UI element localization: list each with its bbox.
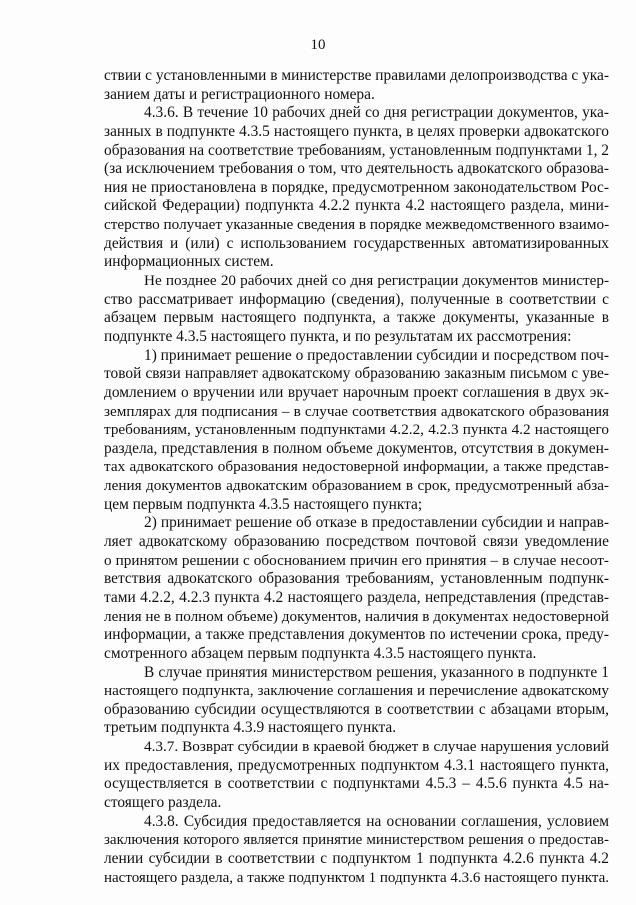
text-line: образованию субсидии осуществляются в соответствии с абзацами вторым, [104,700,609,718]
text-line: товой связи направляет адвокатскому образованию заказным письмом с уве- [104,365,609,383]
text-line: осуществляется в соответствии с подпунктами 4.5.3 – 4.5.6 пункта 4.5 на- [104,775,609,793]
text-line: подпункте 4.3.5 настоящего пункта, и по результатам их рассмотрения: [104,327,572,345]
text-line: (за исключением требования о том, что деятельность адвокатского образова- [104,160,609,178]
text-line: информационных систем. [104,253,274,271]
text-line: ветствия адвокатского образования требованиям, установленным подпунк- [104,570,609,588]
text-line: стерство получает указанные сведения в порядке межведомственного взаимо- [104,216,610,234]
document-body [104,67,609,887]
text-line: о принятом решении с обоснованием причин его принятия – в случае несоот- [104,551,609,569]
text-line: стоящего раздела. [104,793,222,811]
text-line: действия и (или) с использованием государственных автоматизированных [104,234,609,252]
text-line: тами 4.2.2, 4.2.3 пункта 4.2 настоящего раздела, непредставления (представ- [104,588,609,606]
page-number: 10 [310,37,326,53]
text-line: раздела, представления в полном объеме документов, отсутствия в докумен- [104,439,609,457]
text-line: сийской Федерации) подпункта 4.2.2 пункта 4.2 настоящего раздела, мини- [104,197,609,215]
text-line: 4.3.8. Субсидия предоставляется на основании соглашения, условием [144,812,609,830]
text-line: Не позднее 20 рабочих дней со дня регистрации документов министер- [144,272,609,290]
text-line: смотренного абзацем первым подпункта 4.3.5 настоящего пункта. [104,644,537,662]
text-line: настоящего раздела, а также подпунктом 1 подпункта 4.3.6 настоящего пункта. [104,869,610,886]
text-line: тах адвокатского образования недостоверной информации, а также представ- [104,458,609,476]
text-line: 2) принимает решение об отказе в предоставлении субсидии и направ- [144,514,609,532]
text-line: ляет адвокатскому образованию посредством почтовой связи уведомление [104,533,609,551]
text-line: 4.3.7. Возврат субсидии в краевой бюджет в случае нарушения условий [144,738,609,756]
text-line: занных в подпункте 4.3.5 настоящего пункта, в целях проверки адвокатского [104,122,609,140]
text-line: цем первым подпункта 4.3.5 настоящего пункта; [104,495,423,513]
text-line: третьим подпункта 4.3.9 настоящего пункта. [104,719,397,737]
text-line: информации, а также представления документов по истечении срока, преду- [104,626,609,644]
text-line: ления не в полном объеме) документов, наличия в документах недостоверной [104,607,609,625]
text-line: земплярах для подписания – в случае соответствия адвокатского образования [104,402,609,420]
text-line: В случае принятия министерством решения, указанного в подпункте 1 [144,663,609,681]
text-line: ления документов адвокатским образованием в срок, предусмотренный абза- [104,477,609,495]
text-line: 4.3.6. В течение 10 рабочих дней со дня регистрации документов, ука- [144,104,609,122]
text-line: образования на соответствие требованиям, установленным подпунктами 1, 2 [104,141,609,159]
text-line: домлением о вручении или вручает нарочным проект соглашения в двух эк- [104,383,609,401]
text-line: 1) принимает решение о предоставлении субсидии и посредством поч- [144,346,609,364]
text-line: ния не приостановлена в порядке, предусмотренном законодательством Рос- [104,178,609,196]
text-line: занием даты и регистрационного номера. [104,85,375,103]
text-line: абзацем первым настоящего подпункта, а также документы, указанные в [104,309,609,327]
text-line: ство рассматривает информацию (сведения), полученные в соответствии с [104,290,609,308]
text-line: заключения которого является принятие министерством решения о предостав- [104,832,609,849]
text-line: лении субсидии в соответствии с подпунктом 1 подпункта 4.2.6 пункта 4.2 [104,849,609,867]
text-line: настоящего подпункта, заключение соглашения и перечисление адвокатскому [104,682,609,700]
text-line: требованиям, установленным подпунктами 4.2.2, 4.2.3 пункта 4.2 настоящего [104,421,609,439]
text-line: их предоставления, предусмотренных подпунктом 4.3.1 настоящего пункта, [104,756,609,774]
text-line: ствии с установленными в министерстве правилами делопроизводства с ука- [104,67,609,84]
